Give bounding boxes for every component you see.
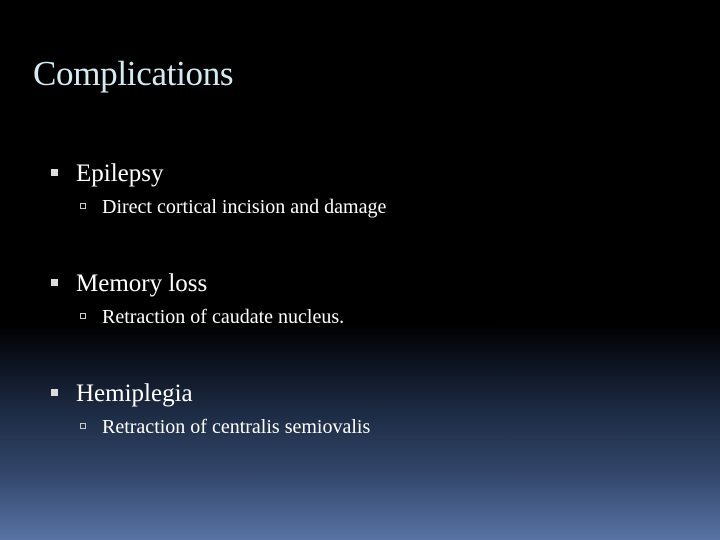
square-bullet-icon (51, 279, 58, 286)
hollow-square-bullet-icon (80, 203, 86, 209)
bullet-item-epilepsy (0, 160, 700, 230)
hollow-square-bullet-icon (80, 423, 86, 429)
slide-title: Complications (33, 54, 234, 93)
bullet-text: Epilepsy (76, 160, 164, 187)
bullet-text: Memory loss (76, 270, 208, 297)
sub-bullet-text: Retraction of centralis semiovalis (102, 416, 371, 438)
bullet-item-hemiplegia (0, 380, 700, 450)
square-bullet-icon (51, 389, 58, 396)
bullet-item-memory-loss (0, 270, 700, 340)
sub-bullet-text: Direct cortical incision and damage (102, 196, 387, 218)
bullet-text: Hemiplegia (76, 380, 193, 407)
sub-bullet-text: Retraction of caudate nucleus. (102, 306, 345, 328)
square-bullet-icon (51, 169, 58, 176)
hollow-square-bullet-icon (80, 313, 86, 319)
